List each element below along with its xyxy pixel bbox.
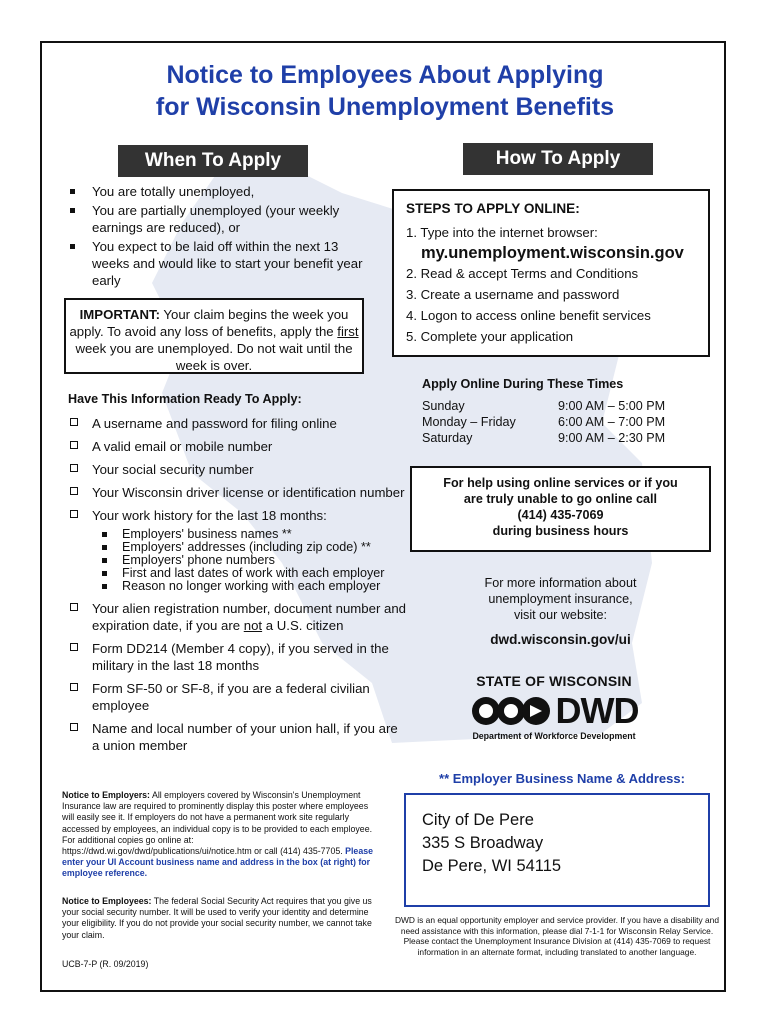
when-to-apply-heading: When To Apply (118, 145, 308, 177)
list-item: First and last dates of work with each employer (92, 567, 408, 580)
employer-address-box (404, 793, 710, 907)
list-item: 1. Type into the internet browser: (406, 225, 598, 240)
list-item: Form DD214 (Member 4 copy), if you served in the military in the last 18 months (68, 640, 408, 674)
page-title: Notice to Employees About Applying for Wisconsin Unemployment Benefits (155, 61, 615, 121)
info-ready-heading: Have This Information Ready To Apply: (68, 392, 302, 406)
list-item: You are partially unemployed (your weekly earnings are reduced), or (68, 202, 368, 236)
notice-to-employees: Notice to Employees: The federal Social Security Act requires that you give us your social security number. It will be used to verify your identity and determine your eligibility. If you do not provide your social security number, we cannot take your claim. (62, 896, 372, 940)
how-to-apply-heading: How To Apply (463, 143, 653, 175)
logo-dwd-text: DWD (555, 690, 639, 731)
list-item: 2. Read & accept Terms and Conditions (406, 266, 639, 281)
when-to-apply-list (68, 183, 368, 291)
list-item: Name and local number of your union hall, if you are a union member (68, 720, 408, 754)
list-item: 3. Create a username and password (406, 287, 620, 302)
apply-times (422, 376, 712, 446)
checkbox-icon (70, 683, 78, 691)
employer-street: 335 S Broadway (422, 834, 544, 852)
dwd-logo (434, 673, 674, 741)
logo-dept-text: Department of Workforce Development (472, 731, 636, 741)
important-box: IMPORTANT: Your claim begins the week you apply. To avoid any loss of benefits, apply the first week you are unemployed. Do not wait until the week is over. (64, 298, 364, 374)
list-item: 5. Complete your application (406, 329, 574, 344)
more-info: For more information about unemployment insurance, visit our website: dwd.wisconsin.gov/ui (410, 575, 711, 648)
apply-url: my.unemployment.wisconsin.gov (421, 244, 684, 262)
checkbox-icon (70, 441, 78, 449)
work-history-sublist (92, 528, 408, 593)
checkbox-icon (70, 418, 78, 426)
checkbox-icon (70, 510, 78, 518)
checkbox-icon (70, 643, 78, 651)
list-item: A valid email or mobile number (68, 438, 408, 455)
website-link: dwd.wisconsin.gov/ui (490, 632, 631, 647)
times-heading: Apply Online During These Times (422, 377, 624, 391)
employer-name: City of De Pere (422, 811, 534, 829)
list-item: Employers' phone numbers (92, 554, 408, 567)
important-label: IMPORTANT: (79, 307, 160, 322)
checkbox-icon (70, 487, 78, 495)
steps-list (406, 222, 708, 347)
table-row: Saturday 9:00 AM – 2:30 PM (422, 431, 666, 445)
checkbox-icon (70, 464, 78, 472)
form-id: UCB-7-P (R. 09/2019) (62, 959, 149, 969)
list-item: 4. Logon to access online benefit services (406, 308, 651, 323)
list-item: Employers' addresses (including zip code) ** (92, 541, 408, 554)
checkbox-icon (70, 723, 78, 731)
eeo-statement: DWD is an equal opportunity employer and service provider. If you have a disability and need assistance with this information, please dial 7-1-1 for Wisconsin Relay Service. Please contact the Unemployment Insurance Division at (414) 435-7069 to request information in an alternate format, including translated to another language. (394, 915, 719, 957)
list-item: Your work history for the last 18 months: Employers' business names ** Employers' addresses (including zip code) ** Employers' phone numbers First and last dates of work with each employer Reason no longer working with each employer (68, 507, 408, 593)
list-item: Form SF-50 or SF-8, if you are a federal civilian employee (68, 680, 408, 714)
help-box: For help using online services or if you are truly unable to go online call (414) 435-7069 during business hours (410, 466, 711, 552)
table-row: Sunday 9:00 AM – 5:00 PM (422, 399, 666, 413)
times-table (422, 398, 665, 446)
list-item: Employers' business names ** (92, 528, 408, 541)
info-checklist (68, 415, 408, 754)
list-item: Reason no longer working with each employer (92, 580, 408, 593)
list-item: Your social security number (68, 461, 408, 478)
employer-box-label: ** Employer Business Name & Address: (439, 771, 685, 786)
steps-box (392, 189, 710, 357)
help-phone: (414) 435-7069 (517, 508, 604, 522)
list-item: Your alien registration number, document number and expiration date, if you are not a U.S. citizen (68, 600, 408, 634)
poster-frame (40, 41, 726, 992)
notice-to-employers: Notice to Employers: All employers covered by Wisconsin's Unemployment Insurance law are required to prominently display this poster where employees will easily see it. If employers do not have a permanent work site regularly accessed by employees, an individual copy is to be provided to each employee. For additional copies go online at: https://dwd.wi.gov/dwd/publications/ui/notice.htm or call (414) 435-7705. Please enter your UI Account business name and address in the box (at right) for employee reference. (62, 790, 374, 879)
dwd-symbol-icon (470, 693, 552, 729)
list-item: Your Wisconsin driver license or identification number (68, 484, 408, 501)
table-row: Monday – Friday 6:00 AM – 7:00 PM (422, 415, 666, 429)
steps-heading: STEPS TO APPLY ONLINE: (406, 201, 580, 216)
list-item: A username and password for filing online (68, 415, 408, 432)
list-item: You expect to be laid off within the next 13 weeks and would like to start your benefit year early (68, 238, 368, 289)
employer-city: De Pere, WI 54115 (422, 857, 562, 875)
checkbox-icon (70, 603, 78, 611)
logo-state-text: STATE OF WISCONSIN (476, 673, 632, 689)
list-item: You are totally unemployed, (68, 183, 368, 200)
